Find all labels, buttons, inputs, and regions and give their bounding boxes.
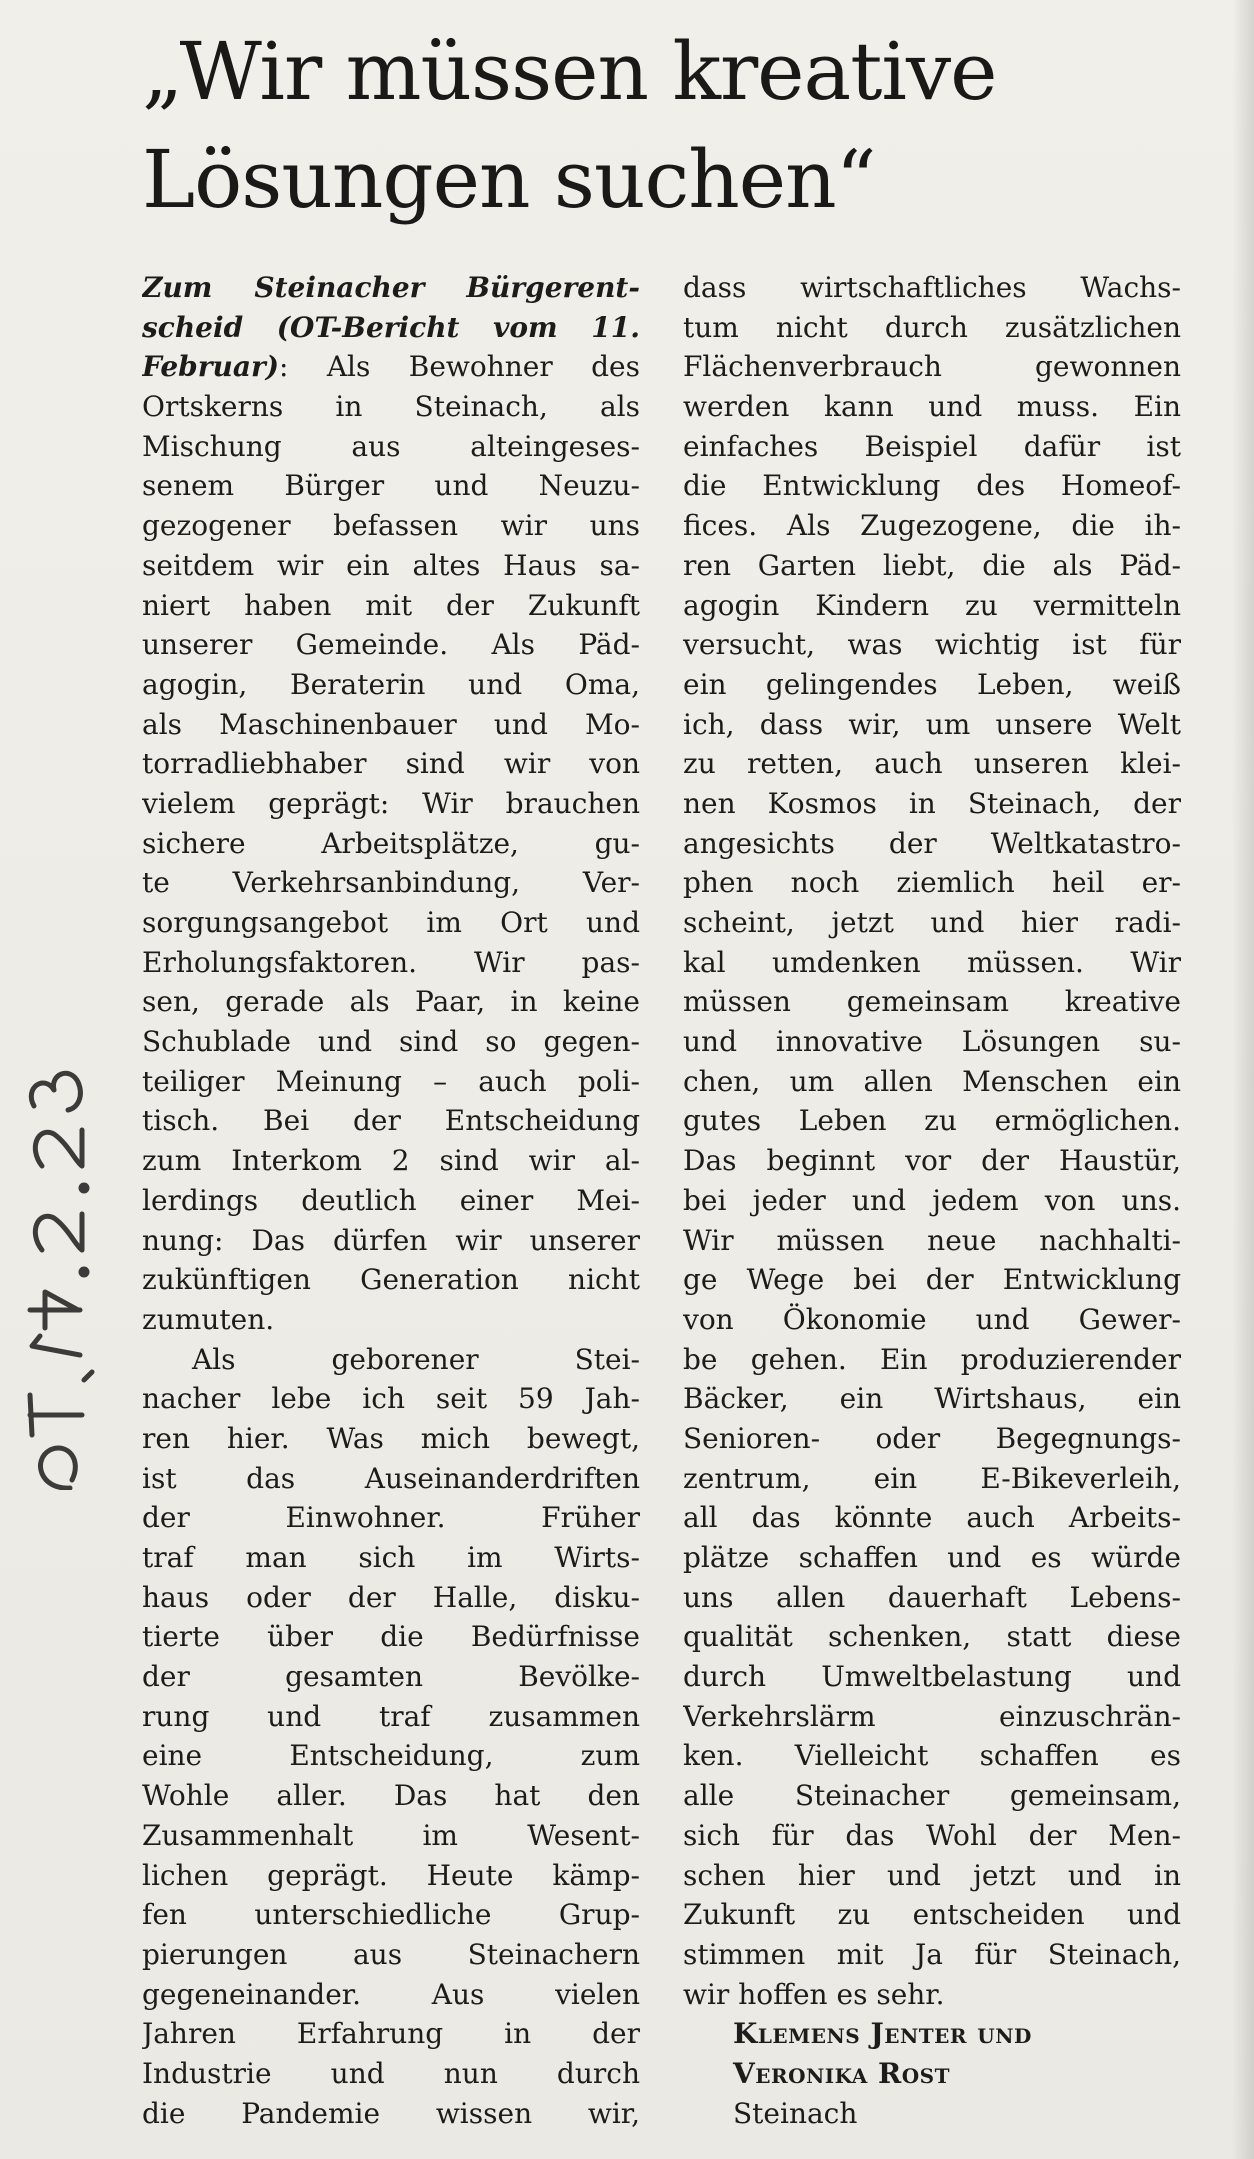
text-line: als Maschinenbauer und Mo- (142, 707, 640, 741)
text-line: zumuten. (142, 1302, 275, 1336)
text-line: Das beginnt vor der Haustür, (683, 1144, 1181, 1178)
lead-reference: Zum Steinacher Bürgerent- (142, 271, 640, 304)
text-line: all das könnte auch Arbeits- (683, 1501, 1181, 1535)
lead-reference: Februar) (142, 350, 279, 384)
text-line: Erholungsfaktoren. Wir pas- (142, 945, 640, 979)
text-line: unserer Gemeinde. Als Päd- (142, 628, 640, 662)
text-fragment: : Als Bewohner des (279, 350, 640, 384)
text-line: pierungen aus Steinachern (142, 1937, 640, 1971)
letter-column-right (683, 268, 1181, 2133)
headline-line-1: „Wir müssen kreative (142, 25, 997, 118)
text-line: fices. Als Zugezogene, die ih- (683, 509, 1181, 543)
text-line (142, 347, 640, 387)
text-line: der gesamten Bevölke- (142, 1660, 640, 1694)
handwritten-date-annotation (10, 1010, 100, 1490)
text-line: Als geborener Stei- (192, 1342, 640, 1376)
adjacent-column-bleed (1232, 0, 1254, 2159)
text-line: scheint, jetzt und hier radi- (683, 906, 1181, 939)
letter-column-left (142, 268, 640, 2133)
text-line: und innovative Lösungen su- (683, 1025, 1181, 1059)
handwritten-date-drawing (10, 1010, 100, 1490)
text-line: fen unterschiedliche Grup- (142, 1898, 640, 1932)
text-line: nen Kosmos in Steinach, der (683, 786, 1181, 820)
text-line: angesichts der Weltkatastro- (683, 826, 1181, 860)
text-line: Verkehrslärm einzuschrän- (683, 1699, 1181, 1733)
text-line: nacher lebe ich seit 59 Jah- (142, 1382, 640, 1416)
text-line: Senioren- oder Begegnungs- (683, 1421, 1181, 1455)
text-line: ein gelingendes Leben, weiß (683, 667, 1181, 701)
text-line: plätze schaffen und es würde (683, 1541, 1181, 1574)
text-line: sen, gerade als Paar, in keine (142, 985, 640, 1019)
text-line: die Pandemie wissen wir, (142, 2096, 640, 2130)
text-line: werden kann und muss. Ein (683, 390, 1181, 424)
author-signature-2: Veronika Rost (733, 2056, 951, 2090)
text-line: tum nicht durch zusätzlichen (683, 310, 1181, 344)
text-line: schen hier und jetzt und in (683, 1858, 1181, 1892)
text-line: sichere Arbeitsplätze, gu- (142, 826, 640, 860)
text-line (142, 308, 640, 348)
text-line: müssen gemeinsam kreative (683, 985, 1181, 1019)
text-line: gegeneinander. Aus vielen (142, 1977, 640, 2011)
text-line: agogin, Beraterin und Oma, (142, 667, 640, 701)
text-line: die Entwicklung des Homeof- (683, 469, 1181, 503)
text-line: der Einwohner. Früher (142, 1501, 640, 1535)
author-location: Steinach (733, 2096, 858, 2130)
text-line: haus oder der Halle, disku- (142, 1580, 640, 1614)
text-line: ist das Auseinanderdriften (142, 1461, 640, 1495)
text-line: zum Interkom 2 sind wir al- (142, 1144, 640, 1178)
text-line: qualität schenken, statt diese (683, 1620, 1181, 1654)
text-line: Mischung aus alteingeses- (142, 429, 640, 463)
text-line: ge Wege bei der Entwicklung (683, 1263, 1181, 1297)
headline-line-2: Lösungen suchen“ (142, 133, 876, 226)
text-line: zukünftigen Generation nicht (142, 1263, 640, 1297)
text-line: ich, dass wir, um unsere Welt (683, 707, 1181, 741)
text-line: Industrie und nun durch (142, 2056, 640, 2090)
author-signature-1: Klemens Jenter und (733, 2017, 1032, 2051)
text-line: uns allen dauerhaft Lebens- (683, 1580, 1181, 1614)
text-line: rung und traf zusammen (142, 1699, 640, 1733)
text-line: durch Umweltbelastung und (683, 1660, 1181, 1694)
text-line: seitdem wir ein altes Haus sa- (142, 548, 640, 582)
text-line: ken. Vielleicht schaffen es (683, 1739, 1181, 1773)
text-line: niert haben mit der Zukunft (142, 588, 640, 622)
text-line: bei jeder und jedem von uns. (683, 1183, 1181, 1217)
text-line: Flächenverbrauch gewonnen (683, 350, 1181, 384)
text-line: agogin Kindern zu vermitteln (683, 588, 1181, 622)
text-line: Wohle aller. Das hat den (142, 1779, 640, 1813)
text-line: Zusammenhalt im Wesent- (142, 1818, 640, 1852)
text-line: tisch. Bei der Entscheidung (142, 1104, 640, 1138)
text-line: Ortskerns in Steinach, als (142, 390, 640, 424)
text-line: lichen geprägt. Heute kämp- (142, 1858, 640, 1892)
text-line: kal umdenken müssen. Wir (683, 945, 1181, 979)
text-line: te Verkehrsanbindung, Ver- (142, 866, 640, 900)
text-line: ren Garten liebt, die als Päd- (683, 548, 1181, 582)
text-line: Zukunft zu entscheiden und (683, 1898, 1181, 1932)
text-line: eine Entscheidung, zum (142, 1739, 640, 1773)
text-line: be gehen. Ein produzierender (683, 1342, 1181, 1376)
text-line: Bäcker, ein Wirtshaus, ein (683, 1382, 1181, 1416)
text-line: versucht, was wichtig ist für (683, 628, 1181, 662)
text-line: von Ökonomie und Gewer- (683, 1302, 1181, 1336)
text-line: tierte über die Bedürfnisse (142, 1620, 640, 1654)
text-line: vielem geprägt: Wir brauchen (142, 786, 640, 820)
text-line: Jahren Erfahrung in der (142, 2017, 640, 2051)
text-line: Wir müssen neue nachhalti- (683, 1223, 1181, 1257)
text-line: sorgungsangebot im Ort und (142, 906, 640, 939)
text-line: chen, um allen Menschen ein (683, 1064, 1181, 1098)
text-line: dass wirtschaftliches Wachs- (683, 271, 1181, 304)
text-line: wir hoffen es sehr. (683, 1977, 945, 2011)
text-line: torradliebhaber sind wir von (142, 747, 640, 781)
text-line: gutes Leben zu ermöglichen. (683, 1104, 1181, 1138)
text-line: alle Steinacher gemeinsam, (683, 1779, 1181, 1813)
text-line: zentrum, ein E-Bikeverleih, (683, 1461, 1181, 1495)
text-line: einfaches Beispiel dafür ist (683, 429, 1181, 463)
text-line: Schublade und sind so gegen- (142, 1025, 640, 1059)
text-line: stimmen mit Ja für Steinach, (683, 1937, 1181, 1971)
text-line: gezogener befassen wir uns (142, 509, 640, 543)
text-line: ren hier. Was mich bewegt, (142, 1421, 640, 1455)
text-line: teiliger Meinung – auch poli- (142, 1064, 640, 1098)
text-line: lerdings deutlich einer Mei- (142, 1183, 640, 1217)
text-line: sich für das Wohl der Men- (683, 1818, 1181, 1852)
text-line: traf man sich im Wirts- (142, 1541, 640, 1574)
text-line: nung: Das dürfen wir unserer (142, 1223, 640, 1257)
headline (142, 18, 1182, 234)
text-line (142, 268, 640, 308)
lead-reference: scheid (OT-Bericht vom 11. (142, 310, 640, 344)
text-line: zu retten, auch unseren klei- (683, 747, 1181, 781)
text-line: phen noch ziemlich heil er- (683, 866, 1181, 900)
text-line: senem Bürger und Neuzu- (142, 469, 640, 503)
